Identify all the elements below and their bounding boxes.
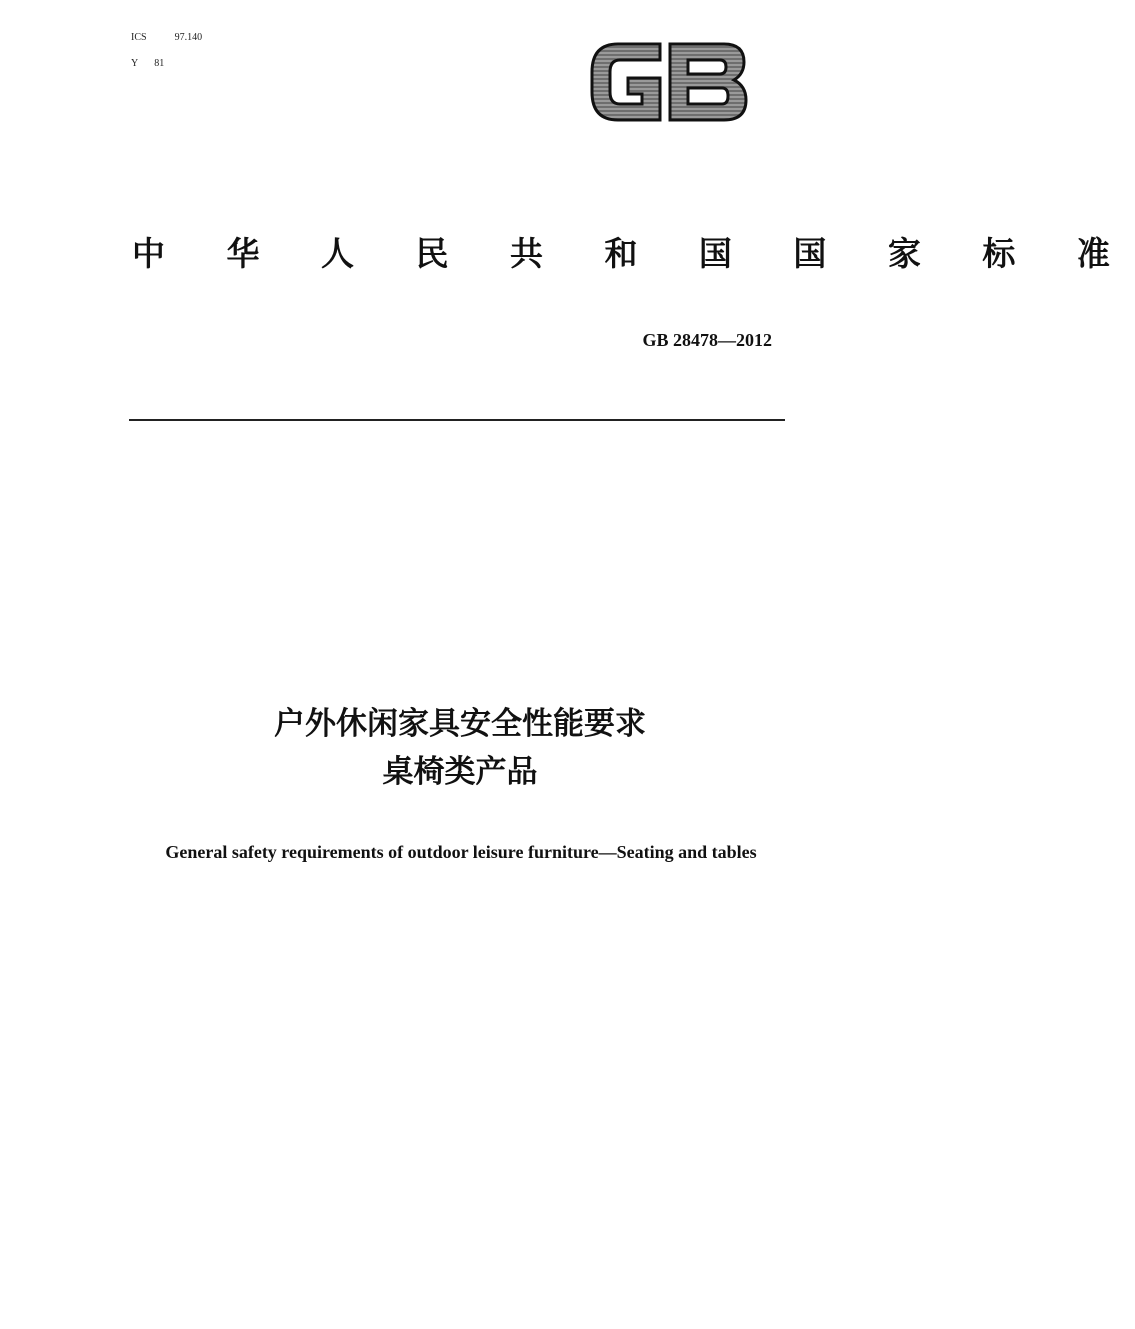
ics-code: 97.140 xyxy=(174,32,203,43)
english-title: General safety requirements of outdoor leisure furniture—Seating and tables xyxy=(165,842,757,862)
ccs-label: Y xyxy=(131,58,139,69)
gb-standard-logo-icon xyxy=(588,38,748,126)
standard-number: GB 28478—2012 xyxy=(642,330,772,350)
ics-classification xyxy=(131,32,202,44)
ccs-classification xyxy=(131,58,164,70)
ics-label: ICS xyxy=(131,32,147,43)
ccs-code: 81 xyxy=(154,58,165,69)
chinese-title-line-1: 户外休闲家具安全性能要求 xyxy=(274,706,646,742)
issuing-authority: 中 华 人 民 共 和 国 国 家 标 准 xyxy=(132,234,1135,273)
chinese-title-line-2: 桌椅类产品 xyxy=(382,754,538,790)
header-divider xyxy=(129,419,785,421)
